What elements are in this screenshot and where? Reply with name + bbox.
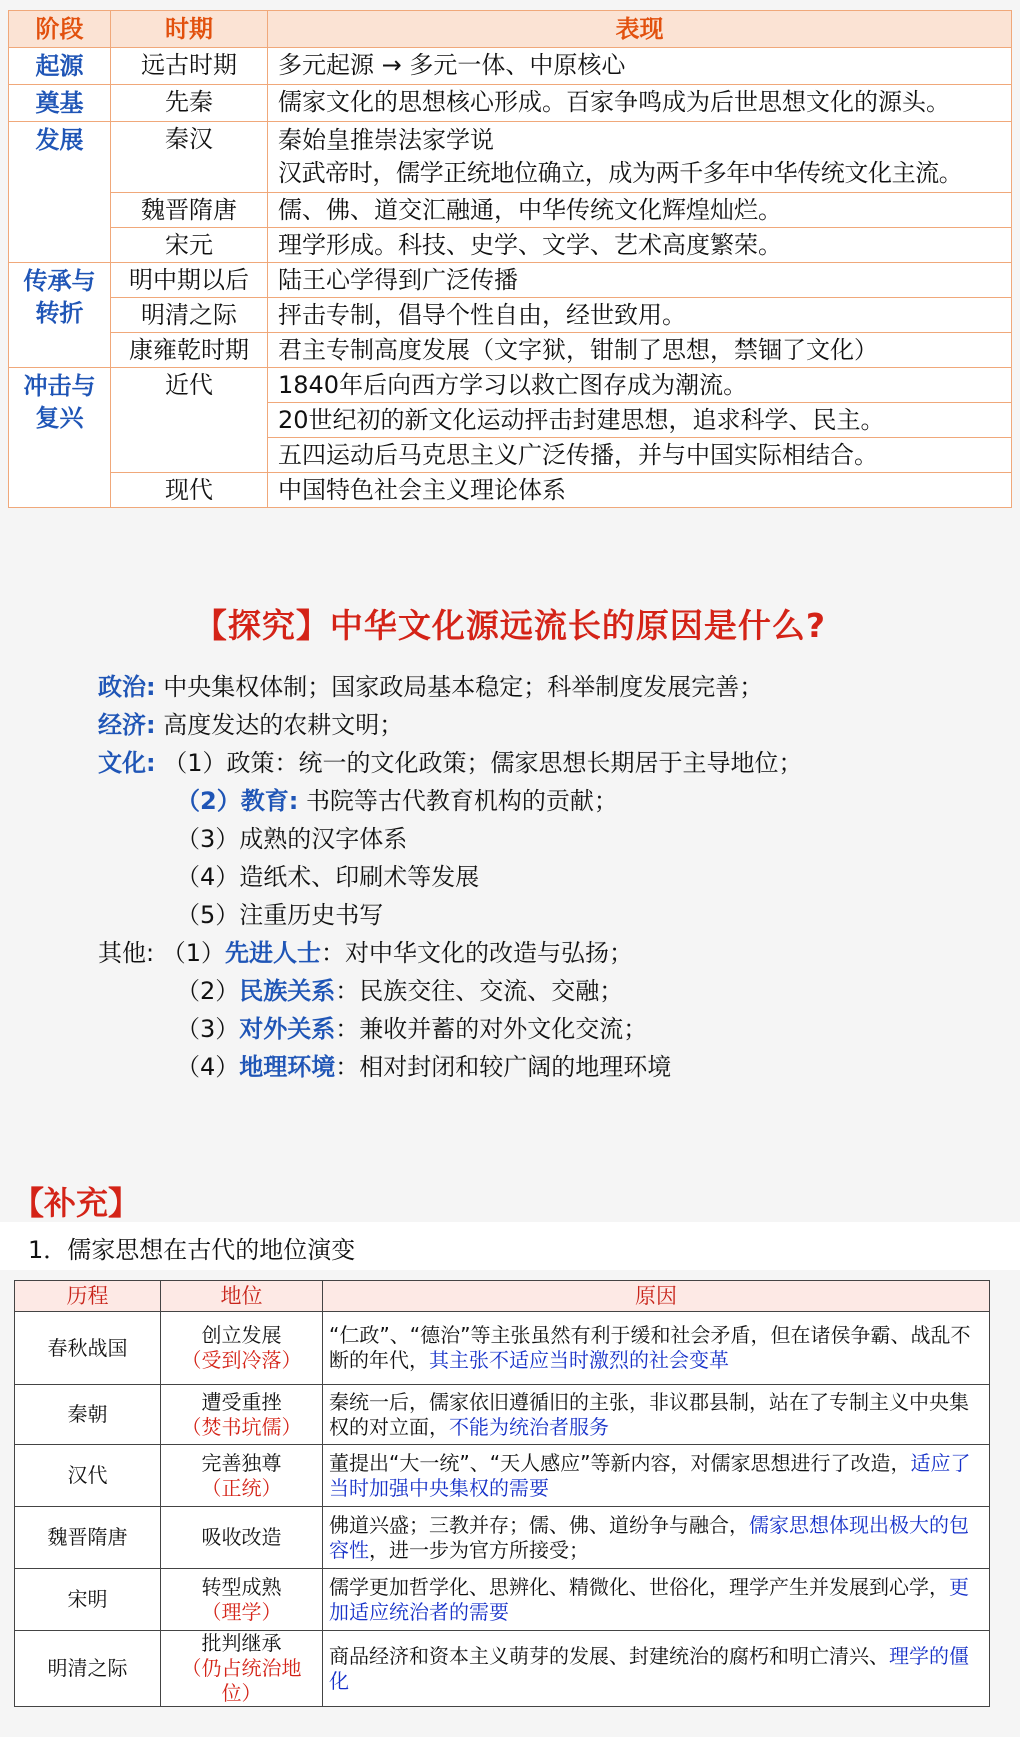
culture-item: （4）造纸术、印刷术等发展 (176, 863, 480, 891)
reason-text: 董提出“大一统”、“天人感应”等新内容，对儒家思想进行了改造， (329, 1450, 911, 1475)
table-row (15, 1507, 990, 1569)
reason-emphasis: 适应了当时加强中央集权的需要 (329, 1450, 971, 1500)
table-row (9, 228, 1012, 263)
period-cell: 春秋战国 (15, 1312, 161, 1385)
period-cell: 秦汉 (111, 122, 268, 193)
reason-text: 商品经济和资本主义萌芽的发展、封建统治的腐朽和明亡清兴、 (329, 1643, 889, 1668)
reason-cell (323, 1569, 990, 1631)
politics-label: 政治: (98, 673, 156, 701)
list-item (98, 858, 998, 896)
table-header-row (15, 1281, 990, 1312)
confucianism-table (14, 1280, 990, 1707)
header-status: 地位 (161, 1281, 323, 1312)
economy-text: 高度发达的农耕文明； (163, 711, 404, 739)
desc-cell (268, 122, 1012, 193)
period-cell: 现代 (111, 473, 268, 508)
supplement-title: 【补充】 (12, 1184, 141, 1222)
table-row (15, 1312, 990, 1385)
stage-cell (9, 263, 111, 368)
period-cell: 秦朝 (15, 1385, 161, 1445)
header-course: 历程 (15, 1281, 161, 1312)
other-text: ：兼收并蓄的对外文化交流； (335, 1015, 648, 1043)
desc-line: 汉武帝时，儒学正统地位确立，成为两千多年中华传统文化主流。 (278, 159, 963, 187)
supplement-subheading-bar (0, 1222, 1020, 1270)
header-stage: 阶段 (9, 11, 111, 48)
reason-text: “仁政”、“德治”等主张虽然有利于缓和社会矛盾，但在诸侯争霸、战乱不断的年代， (329, 1323, 971, 1372)
period-cell: 近代 (111, 368, 268, 473)
reason-emphasis: 不能为统治者服务 (449, 1414, 609, 1439)
stage-line: 冲击与 (23, 372, 96, 400)
period-cell: 汉代 (15, 1445, 161, 1507)
table-row (9, 368, 1012, 403)
economy-label: 经济: (98, 711, 156, 739)
table-header-row (9, 11, 1012, 48)
other-text: ：对中华文化的改造与弘扬； (321, 939, 634, 967)
reason-text: 秦统一后，儒家依旧遵循旧的主张，非议郡县制，站在了专制主义中央集权的对立面， (329, 1389, 969, 1439)
stage-line: 转折 (35, 299, 84, 327)
list-item (98, 896, 998, 934)
desc-cell: 抨击专制，倡导个性自由，经世致用。 (268, 298, 1012, 333)
table-row (9, 333, 1012, 368)
period-cell: 明清之际 (15, 1631, 161, 1707)
other-label: 其他: (98, 939, 155, 967)
desc-cell: 中国特色社会主义理论体系 (268, 473, 1012, 508)
stage-line: 传承与 (23, 267, 96, 295)
supplement-subheading: 1．儒家思想在古代的地位演变 (28, 1236, 356, 1264)
period-cell: 魏晋隋唐 (111, 193, 268, 228)
reason-cell (323, 1507, 990, 1569)
period-cell: 魏晋隋唐 (15, 1507, 161, 1569)
desc-cell: 20世纪初的新文化运动抨击封建思想，追求科学、民主。 (268, 403, 1012, 438)
reason-cell (323, 1312, 990, 1385)
stage-cell: 起源 (9, 48, 111, 85)
period-cell: 先秦 (111, 85, 268, 122)
culture-item-label: （2）教育: (176, 787, 299, 815)
status-note: （仍占统治地位） (181, 1656, 302, 1705)
desc-line: 秦始皇推崇法家学说 (278, 126, 494, 154)
other-keyword: 对外关系 (239, 1015, 336, 1043)
reason-cell (323, 1385, 990, 1445)
table-row (9, 193, 1012, 228)
reason-tail: ，进一步为官方所接受； (369, 1537, 589, 1562)
reason-emphasis: 儒家思想体现出极大的包容性 (329, 1512, 969, 1562)
other-num: （3） (176, 1015, 240, 1043)
reason-text: 佛道兴盛；三教并存；儒、佛、道纷争与融合， (329, 1512, 749, 1537)
list-item (98, 1048, 998, 1086)
period-cell: 明清之际 (111, 298, 268, 333)
culture-item: （5）注重历史书写 (176, 901, 384, 929)
list-item (98, 744, 998, 782)
reason-cell (323, 1445, 990, 1507)
reason-cell (323, 1631, 990, 1707)
explore-list (98, 668, 998, 1086)
status-note: （正统） (201, 1475, 282, 1500)
list-item (98, 668, 998, 706)
table-row (9, 85, 1012, 122)
status-cell (161, 1385, 323, 1445)
other-keyword: 地理环境 (239, 1053, 336, 1081)
culture-item: （1）政策：统一的文化政策；儒家思想长期居于主导地位； (163, 749, 803, 777)
other-num: （1） (161, 939, 226, 967)
status-cell (161, 1445, 323, 1507)
politics-text: 中央集权体制；国家政局基本稳定；科举制度发展完善； (163, 673, 764, 701)
reason-text: 儒学更加哲学化、思辨化、精微化、世俗化，理学产生并发展到心学， (329, 1574, 949, 1599)
period-cell: 宋明 (15, 1569, 161, 1631)
list-item (98, 820, 998, 858)
other-text: ：相对封闭和较广阔的地理环境 (335, 1053, 672, 1081)
list-item (98, 782, 998, 820)
list-item (98, 1010, 998, 1048)
table-row (15, 1445, 990, 1507)
desc-cell: 儒家文化的思想核心形成。百家争鸣成为后世思想文化的源头。 (268, 85, 1012, 122)
table-row (9, 48, 1012, 85)
stage-cell (9, 368, 111, 508)
status-text: 批判继承 (201, 1631, 282, 1655)
desc-cell: 理学形成。科技、史学、文学、艺术高度繁荣。 (268, 228, 1012, 263)
list-item (98, 934, 998, 972)
desc-cell: 1840年后向西方学习以救亡图存成为潮流。 (268, 368, 1012, 403)
period-cell: 康雍乾时期 (111, 333, 268, 368)
table-row (15, 1569, 990, 1631)
other-num: （4） (176, 1053, 240, 1081)
reason-emphasis: 理学的僵化 (329, 1643, 969, 1693)
other-keyword: 民族关系 (239, 977, 336, 1005)
status-note: （焚书坑儒） (181, 1414, 302, 1439)
explore-title: 【探究】中华文化源远流长的原因是什么? (193, 606, 827, 645)
culture-item: 书院等古代教育机构的贡献； (305, 787, 618, 815)
culture-label: 文化: (98, 749, 156, 777)
table-row (15, 1385, 990, 1445)
reason-emphasis: 其主张不适应当时激烈的社会变革 (429, 1348, 729, 1372)
desc-cell: 君主专制高度发展（文字狱，钳制了思想，禁锢了文化） (268, 333, 1012, 368)
period-cell: 远古时期 (111, 48, 268, 85)
period-cell: 明中期以后 (111, 263, 268, 298)
header-reason: 原因 (323, 1281, 990, 1312)
desc-cell: 儒、佛、道交汇融通，中华传统文化辉煌灿烂。 (268, 193, 1012, 228)
table-row (9, 122, 1012, 193)
list-item (98, 706, 998, 744)
desc-cell: 陆王心学得到广泛传播 (268, 263, 1012, 298)
status-cell (161, 1631, 323, 1707)
status-note: （受到冷落） (181, 1348, 302, 1372)
stage-cell: 奠基 (9, 85, 111, 122)
culture-item: （3）成熟的汉字体系 (176, 825, 408, 853)
status-cell (161, 1312, 323, 1385)
reason-emphasis: 更加适应统治者的需要 (329, 1574, 969, 1624)
list-item (98, 972, 998, 1010)
other-text: ：民族交往、交流、交融； (335, 977, 624, 1005)
table-row (15, 1631, 990, 1707)
status-text: 转型成熟 (201, 1574, 282, 1599)
stage-cell: 发展 (9, 122, 111, 263)
culture-stages-table (8, 10, 1012, 508)
status-text: 创立发展 (201, 1323, 282, 1347)
period-cell: 宋元 (111, 228, 268, 263)
status-text: 吸收改造 (201, 1525, 282, 1549)
stage-line: 复兴 (35, 404, 84, 432)
status-cell (161, 1569, 323, 1631)
header-desc: 表现 (268, 11, 1012, 48)
table-row (9, 473, 1012, 508)
other-keyword: 先进人士 (225, 939, 322, 967)
header-period: 时期 (111, 11, 268, 48)
status-cell (161, 1507, 323, 1569)
other-num: （2） (176, 977, 240, 1005)
status-note: （理学） (201, 1599, 282, 1624)
desc-cell: 多元起源 → 多元一体、中原核心 (268, 48, 1012, 85)
status-text: 遭受重挫 (201, 1389, 282, 1414)
desc-cell: 五四运动后马克思主义广泛传播，并与中国实际相结合。 (268, 438, 1012, 473)
table-row (9, 263, 1012, 298)
status-text: 完善独尊 (201, 1450, 282, 1475)
table-row (9, 298, 1012, 333)
